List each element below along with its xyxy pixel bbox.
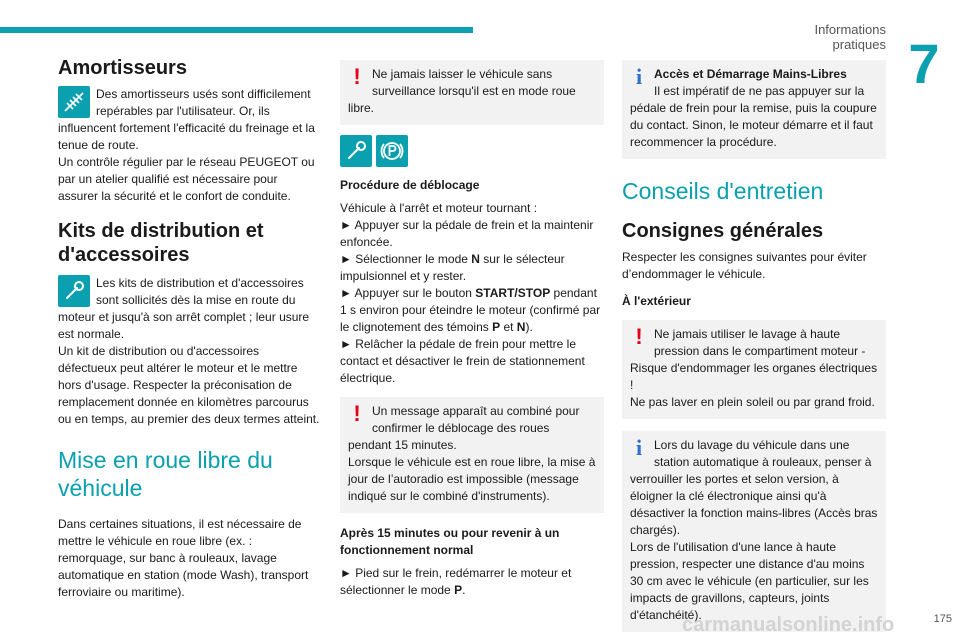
- heading-after-15-minutes: Après 15 minutes ou pour revenir à un fonctionnement normal: [340, 526, 560, 557]
- procedure-step-1: ► Appuyer sur la pédale de frein et la maintenir enfoncée.: [340, 218, 594, 249]
- heading-consignes-generales: Consignes générales: [622, 220, 824, 242]
- warning-box-2: [340, 397, 604, 513]
- kits-body: moteur et jusqu'à son arrêt complet ; leur usure est normale.: [58, 310, 310, 341]
- procedure-step-2: [340, 251, 604, 285]
- after-15-minutes-step: [340, 565, 604, 599]
- watermark: carmanualsonline.info: [682, 614, 895, 636]
- kits-body-2: Un kit de distribution ou d'accessoires défectueux peut altérer le moteur et le mettre hors d'usage. Respecter la préconisation de remplacement donnée en kilomètres parcourus ou en temps, au premier des deux termes atteint.: [58, 344, 320, 426]
- page-number: 175: [933, 613, 952, 625]
- info-text-1: Il est impératif de ne pas appuyer sur la pédale de frein pour la remise, puis la coupure du contact. Sinon, le moteur démarre et il faut recommencer la procédure.: [630, 84, 877, 149]
- procedure-step-3-text-a: ► Appuyer sur le bouton: [340, 286, 476, 300]
- warning-box-1: [340, 60, 604, 125]
- parking-brake-icon: [376, 135, 408, 167]
- heading-exterieur: À l'extérieur: [622, 294, 691, 308]
- warning-text-3b: Ne pas laver en plein soleil ou par grand froid.: [630, 395, 875, 409]
- mode-p-label: P: [454, 583, 463, 597]
- warning-icon: !: [353, 64, 361, 89]
- amortisseurs-line-1: Des amortisseurs usés sont difficilement: [96, 87, 311, 101]
- procedure-icons: [340, 135, 604, 167]
- kits-line-1: Les kits de distribution et d'accessoires: [96, 276, 304, 290]
- info-box-2: [622, 431, 886, 632]
- warning-text-1: Ne jamais laisser le véhicule sans surveillance lorsqu'il est en mode roue libre.: [348, 67, 576, 115]
- procedure-step-2-text-a: ► Sélectionner le mode: [340, 252, 472, 266]
- procedure-step-3-text-e: et: [500, 320, 517, 334]
- column-1: [58, 56, 320, 601]
- wrench-icon: [58, 275, 90, 307]
- header-accent-bar: [0, 27, 473, 33]
- indicator-n-label: N: [516, 320, 526, 334]
- heading-kits: Kits de distribution et d'accessoires: [58, 220, 264, 266]
- procedure-step-4: ► Relâcher la pédale de frein pour mettre le contact et désactiver le frein de stationnement électrique.: [340, 337, 585, 385]
- warning-text-3a: Ne jamais utiliser le lavage à haute pression dans le compartiment moteur - Risque d'endommager les organes électriques !: [630, 327, 878, 392]
- info-text-2a: Lors du lavage du véhicule dans une station automatique à rouleaux, penser à verrouiller les portes et selon version, à éloigner la clé électronique ainsi qu'à désactiver la fonction mains-libres (Accès bras chargés).: [630, 438, 878, 537]
- spring-icon: [58, 86, 90, 118]
- chapter-number: 7: [908, 32, 940, 95]
- procedure-step-3: [340, 285, 604, 336]
- warning-box-3: [622, 320, 886, 419]
- info-box-1: [622, 60, 886, 159]
- column-2: [340, 56, 604, 599]
- info-icon: i: [635, 435, 643, 460]
- wrench-icon: [340, 135, 372, 167]
- info-text-2b: Lors de l'utilisation d'une lance à haute pression, respecter une distance d'au moins 30 cm avec le véhicule (en particulier, sur les impacts de gravillons, capteurs, joints d'étanchéité).: [630, 540, 869, 622]
- amortisseurs-body-2: Un contrôle régulier par le réseau PEUGEOT ou par un atelier qualifié est nécessaire pour assurer la sécurité et le confort de conduite.: [58, 155, 315, 203]
- column-3: [622, 56, 886, 642]
- section-header-title: Informations pratiques: [814, 22, 886, 52]
- heading-roue-libre: Mise en roue libre du véhicule: [58, 447, 273, 501]
- heading-conseils-entretien: Conseils d'entretien: [622, 178, 824, 204]
- heading-amortisseurs: Amortisseurs: [58, 57, 187, 79]
- mode-n-label: N: [471, 252, 480, 266]
- kits-section: [58, 275, 320, 428]
- consignes-body: Respecter les consignes suivantes pour éviter d’endommager le véhicule.: [622, 250, 867, 281]
- procedure-step-2-text-c: sur le sélecteur impulsionnel et y rester.: [340, 252, 565, 283]
- procedure-intro: Véhicule à l'arrêt et moteur tournant :: [340, 201, 538, 215]
- after-step-text-a: ► Pied sur le frein, redémarrer le moteur et sélectionner le mode: [340, 566, 572, 597]
- info-icon: i: [635, 64, 643, 89]
- info-title-1: Accès et Démarrage Mains-Libres: [654, 67, 847, 81]
- warning-text-2a: Un message apparaît au combiné pour confirmer le déblocage des roues pendant 15 minutes.: [348, 404, 580, 452]
- roue-libre-body: Dans certaines situations, il est nécessaire de mettre le véhicule en roue libre (ex. : remorquage, sur banc à rouleaux, lavage automatique en station (mode Wash), transport ferroviaire ou maritime).: [58, 517, 309, 599]
- indicator-p-label: P: [492, 320, 501, 334]
- amortisseurs-section: [58, 86, 320, 205]
- heading-procedure: Procédure de déblocage: [340, 178, 480, 192]
- after-step-text-c: .: [462, 583, 466, 597]
- warning-text-2b: Lorsque le véhicule est en roue libre, la mise à jour de l’autoradio est impossible (message indiqué sur le combiné d'instruments).: [348, 455, 596, 503]
- kits-line-2: sont sollicités dès la mise en route du: [96, 293, 296, 307]
- procedure-step-3-text-c: pendant 1 s environ pour éteindre le moteur (confirmé par le clignotement des témoins: [340, 286, 601, 334]
- amortisseurs-line-2: repérables par l'utilisateur. Or, ils: [96, 104, 270, 118]
- warning-icon: !: [635, 324, 643, 349]
- start-stop-label: START/STOP: [475, 286, 551, 300]
- amortisseurs-body: influencent fortement l'efficacité du freinage et la tenue de route.: [58, 121, 315, 152]
- procedure-step-3-text-g: ).: [525, 320, 533, 334]
- warning-icon: !: [353, 401, 361, 426]
